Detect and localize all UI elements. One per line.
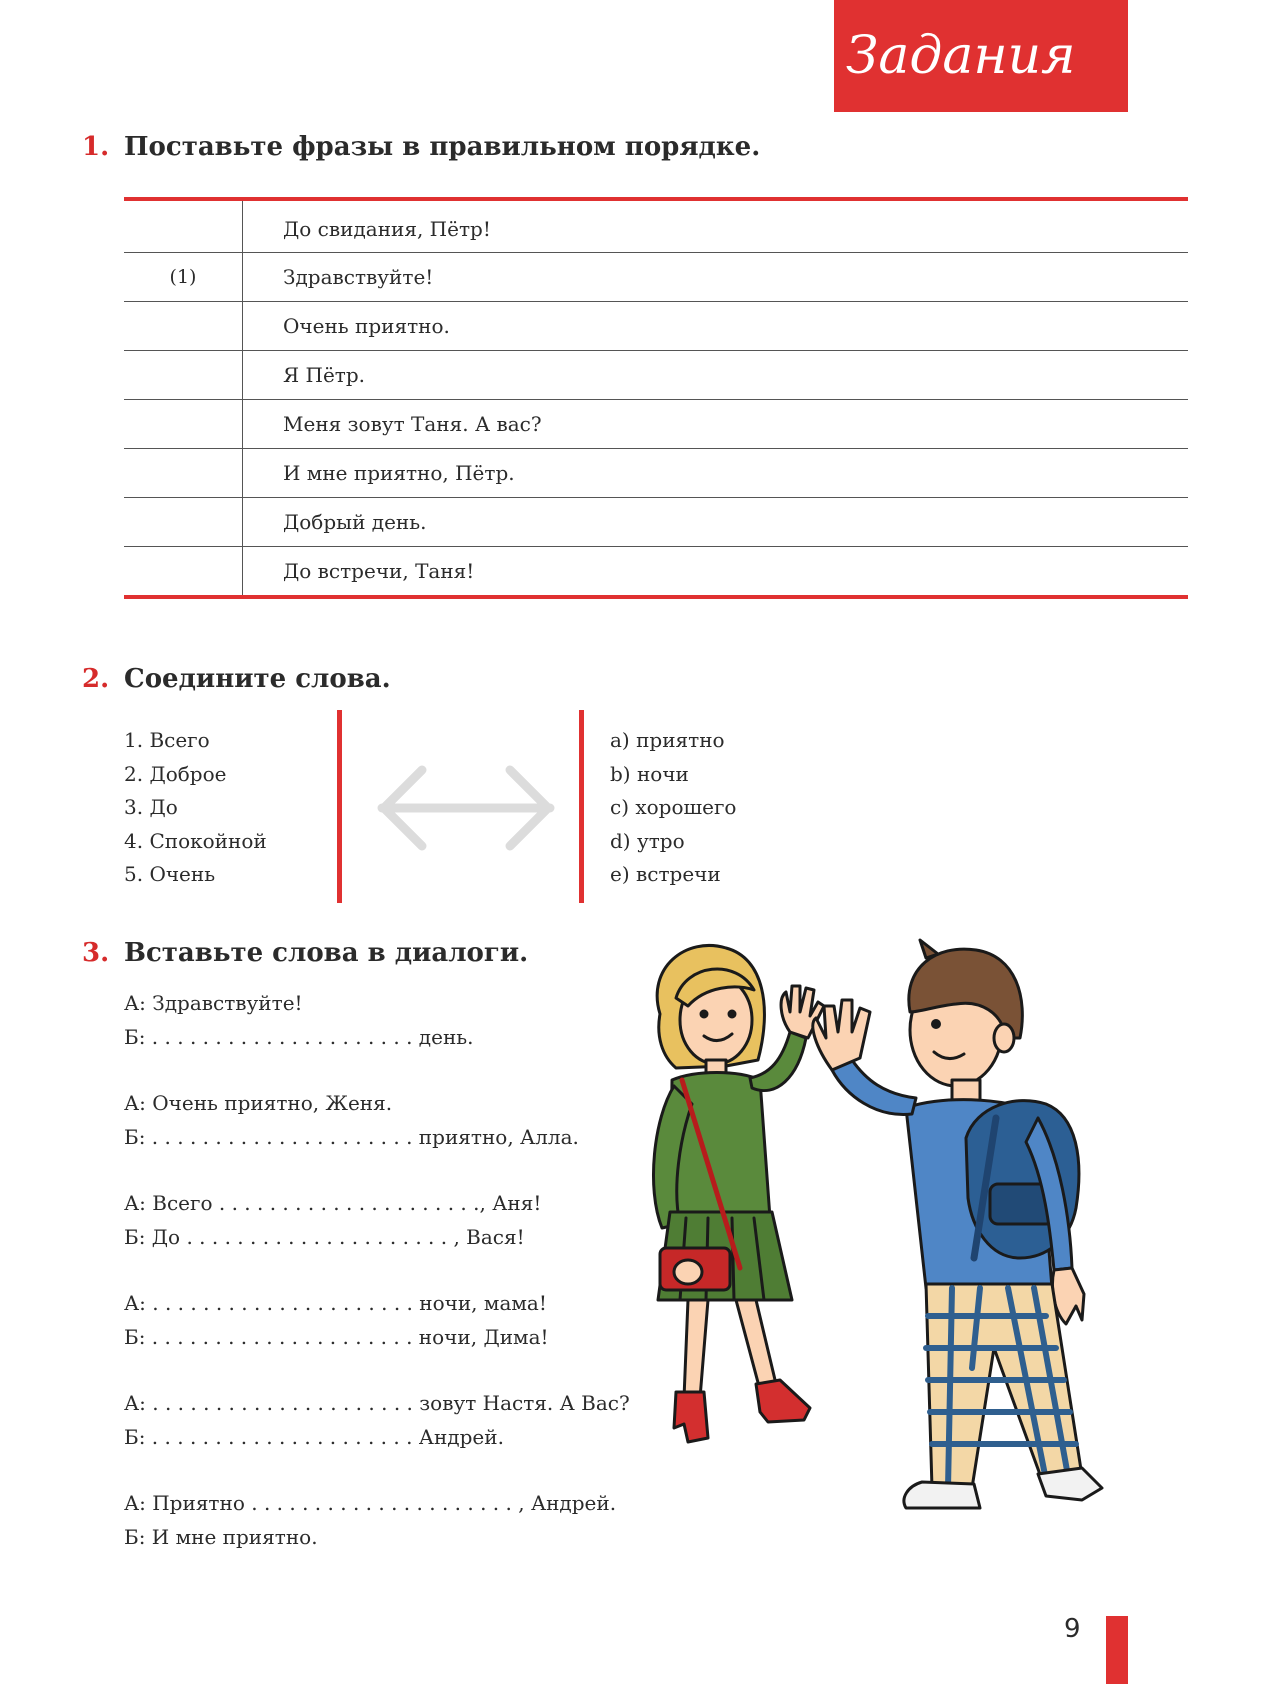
list-item[interactable]: 5. Очень: [124, 862, 216, 886]
dialog-group: [124, 1086, 630, 1154]
list-item[interactable]: d) утро: [610, 828, 685, 853]
phrase-cell: До встречи, Таня!: [283, 559, 475, 583]
list-item[interactable]: b) ночи: [610, 761, 689, 786]
dialog-line[interactable]: А: . . . . . . . . . . . . . . . . . . . . . ночи, мама!: [124, 1291, 547, 1315]
order-number-cell[interactable]: [124, 498, 243, 546]
page-tab-marker: [1106, 1616, 1128, 1684]
page-number: 9: [1064, 1614, 1081, 1644]
order-number-cell[interactable]: [124, 449, 243, 497]
order-number-cell[interactable]: [124, 547, 243, 595]
dialog-line[interactable]: Б: До . . . . . . . . . . . . . . . . . . . . . , Вася!: [124, 1225, 525, 1249]
table-row: [124, 301, 1188, 350]
list-item[interactable]: 3. До: [124, 795, 178, 819]
match-left-list: [124, 724, 267, 892]
list-item[interactable]: 1. Всего: [124, 728, 210, 752]
table-row: [124, 350, 1188, 399]
order-number-cell[interactable]: (1): [124, 253, 243, 301]
order-number-cell[interactable]: [124, 351, 243, 399]
dialog-line[interactable]: Б: . . . . . . . . . . . . . . . . . . . . . ночи, Дима!: [124, 1325, 549, 1349]
table-row: [124, 201, 1188, 252]
left-divider: [337, 710, 342, 903]
list-item[interactable]: a) приятно: [610, 728, 725, 752]
right-divider: [579, 710, 584, 903]
task2-title: Соедините слова.: [124, 664, 391, 694]
phrase-cell: До свидания, Пётр!: [283, 217, 491, 241]
table-row: [124, 399, 1188, 448]
task2-heading: [82, 664, 391, 694]
list-item[interactable]: 4. Спокойной: [124, 828, 267, 853]
order-number-cell[interactable]: [124, 400, 243, 448]
dialog-line[interactable]: А: Приятно . . . . . . . . . . . . . . . . . . . . . , Андрей.: [124, 1491, 617, 1515]
list-item[interactable]: 2. Доброе: [124, 761, 227, 786]
dialog-group: [124, 986, 630, 1054]
phrase-cell: И мне приятно, Пётр.: [283, 461, 515, 485]
table-row: [124, 252, 1188, 301]
list-item[interactable]: e) встречи: [610, 862, 721, 886]
double-arrow-icon: [376, 764, 556, 856]
greeting-illustration: [576, 928, 1208, 1550]
task3-heading: [82, 938, 528, 968]
dialog-line: Б: И мне приятно.: [124, 1525, 318, 1549]
task1-title: Поставьте фразы в правильном порядке.: [124, 132, 761, 162]
dialog-group: [124, 1386, 630, 1454]
dialog-line[interactable]: А: . . . . . . . . . . . . . . . . . . . . . зовут Настя. А Вас?: [124, 1391, 630, 1415]
task2-number: 2.: [82, 664, 110, 694]
task3-title: Вставьте слова в диалоги.: [124, 938, 529, 968]
dialog-line[interactable]: Б: . . . . . . . . . . . . . . . . . . . . . приятно, Алла.: [124, 1125, 579, 1149]
phrase-cell: Меня зовут Таня. А вас?: [283, 412, 542, 436]
order-number-cell[interactable]: [124, 302, 243, 350]
match-right-list: [610, 724, 736, 892]
dialog-line[interactable]: Б: . . . . . . . . . . . . . . . . . . . . . день.: [124, 1025, 474, 1049]
phrase-cell: Здравствуйте!: [283, 265, 434, 289]
dialog-line[interactable]: Б: . . . . . . . . . . . . . . . . . . . . . Андрей.: [124, 1425, 504, 1449]
dialog-line: А: Здравствуйте!: [124, 991, 303, 1015]
phrase-cell: Я Пётр.: [283, 363, 366, 387]
task1-number: 1.: [82, 132, 110, 162]
table-row: [124, 448, 1188, 497]
dialog-group: [124, 1286, 630, 1354]
boy-figure: [813, 940, 1102, 1508]
task3-number: 3.: [82, 938, 110, 968]
dialog-line[interactable]: А: Всего . . . . . . . . . . . . . . . . . . . . ., Аня!: [124, 1191, 542, 1215]
dialog-group: [124, 1486, 630, 1554]
dialog-group: [124, 1186, 630, 1254]
table-row: [124, 497, 1188, 546]
dialog-list: [124, 986, 630, 1586]
girl-figure: [653, 945, 824, 1442]
order-number-cell[interactable]: [124, 201, 243, 252]
list-item[interactable]: c) хорошего: [610, 795, 737, 819]
section-banner: [834, 0, 1128, 112]
order-table: [124, 197, 1188, 599]
task1-heading: [82, 132, 760, 162]
phrase-cell: Добрый день.: [283, 510, 427, 534]
phrase-cell: Очень приятно.: [283, 314, 450, 338]
section-title: Задания: [846, 26, 1076, 86]
dialog-line: А: Очень приятно, Женя.: [124, 1091, 393, 1115]
table-row: [124, 546, 1188, 595]
